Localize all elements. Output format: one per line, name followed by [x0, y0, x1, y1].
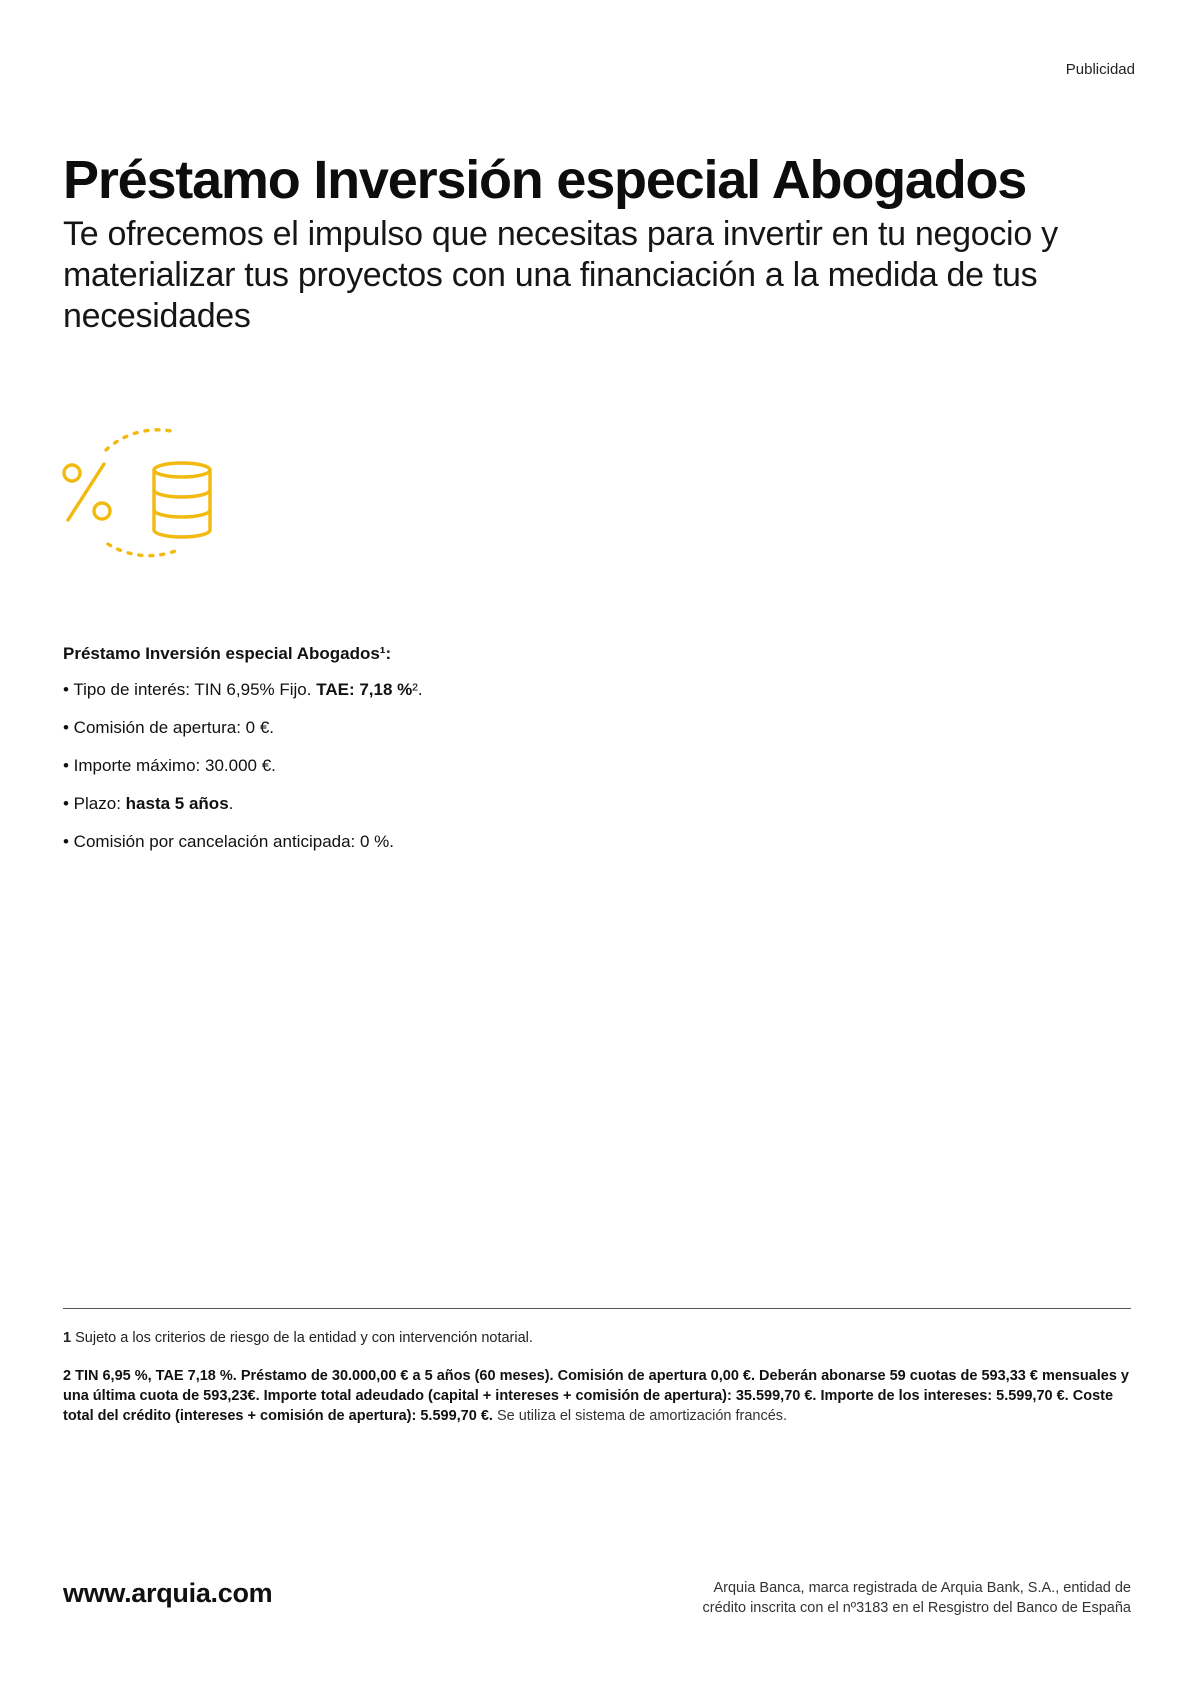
legal-notice: Arquia Banca, marca registrada de Arquia Bank, S.A., entidad de crédito inscrita con el nº3183 en el Resgistro del Banco de España — [702, 1580, 1131, 1616]
footnote-divider — [63, 1308, 1131, 1309]
dotted-arc-top — [106, 430, 176, 450]
feature-term: • Plazo: hasta 5 años. — [63, 794, 234, 813]
footnote-2: 2 TIN 6,95 %, TAE 7,18 %. Préstamo de 30.000,00 € a 5 años (60 meses). Comisión de apertura 0,00 €. Deberán abonarse 59 cuotas de 593,33 € mensuales y una última cuota de 593,23€. Importe total adeudado (capital + intereses + comisión de apertura): 35.599,70 €. Importe de los intereses: 5.599,70 €. Coste total del crédito (intereses + comisión de apertura): 5.599,70 €. Se utiliza el sistema de amortización francés. — [63, 1368, 1129, 1424]
page-subtitle: Te ofrecemos el impulso que necesitas para invertir en tu negocio y materializar tus proyectos con una financiación a la medida de tus necesidades — [63, 215, 1058, 335]
feature-opening-fee: • Comisión de apertura: 0 €. — [63, 718, 275, 737]
product-title: Préstamo Inversión especial Abogados¹: — [63, 644, 392, 663]
percent-coins-icon — [58, 420, 238, 570]
feature-early-cancellation: • Comisión por cancelación anticipada: 0 %. — [63, 832, 395, 851]
feature-max-amount: • Importe máximo: 30.000 €. — [63, 756, 276, 775]
dotted-arc-bottom — [108, 544, 178, 556]
product-summary — [63, 643, 763, 869]
footnote-1: 1 Sujeto a los criterios de riesgo de la entidad y con intervención notarial. — [63, 1330, 533, 1346]
feature-interest-rate: • Tipo de interés: TIN 6,95% Fijo. TAE: 7,18 %². — [63, 680, 423, 699]
percent-sign — [64, 464, 110, 520]
advertising-tag: Publicidad — [1065, 61, 1135, 78]
page-title: Préstamo Inversión especial Abogados — [63, 150, 1027, 210]
website-link[interactable]: www.arquia.com — [63, 1578, 273, 1608]
coin-stack — [154, 463, 210, 537]
